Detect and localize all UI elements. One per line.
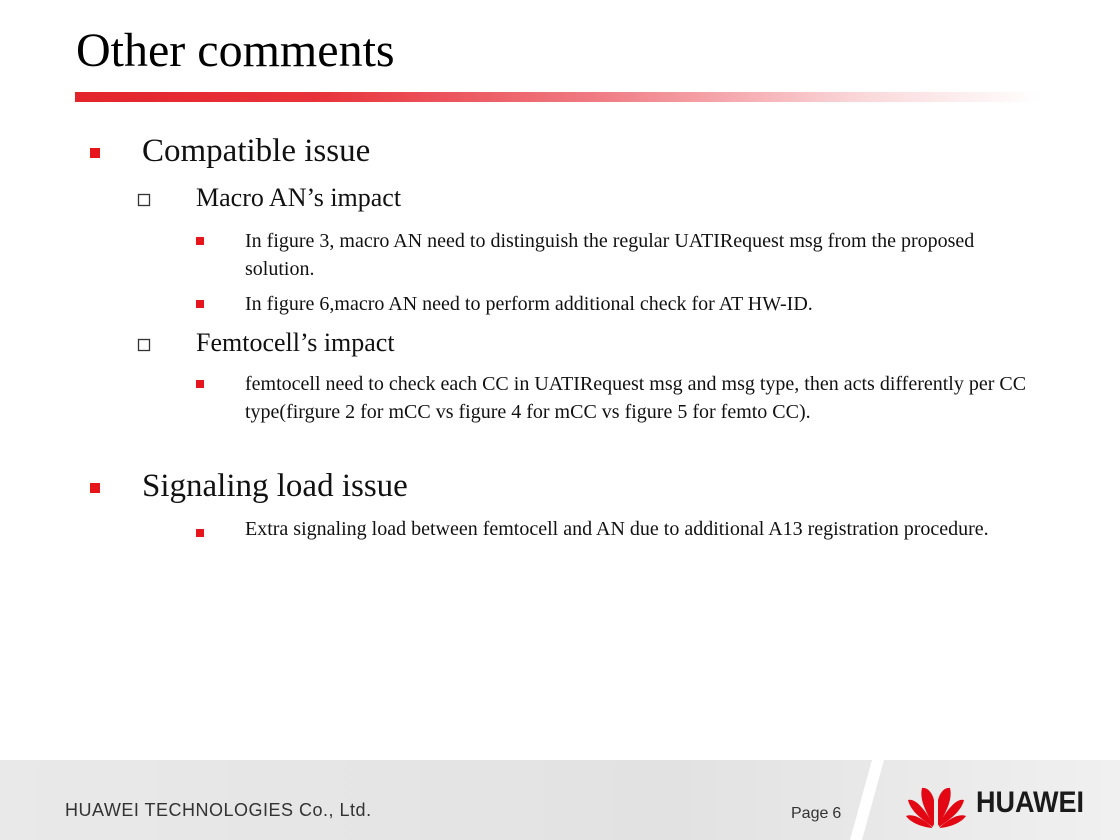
- square-bullet-icon: [196, 237, 204, 245]
- square-bullet-icon: [90, 148, 100, 158]
- point-macro-figure6: In figure 6,macro AN need to perform additional check for AT HW-ID.: [245, 293, 813, 315]
- slide-title: Other comments: [76, 24, 395, 77]
- point-macro-figure3: In figure 3, macro AN need to distinguish the regular UATIRequest msg from the proposed solution.: [245, 230, 975, 280]
- page-label: Page: [791, 805, 829, 822]
- subheading-femtocell-impact: Femtocell’s impact: [196, 328, 395, 357]
- square-bullet-icon: [90, 483, 100, 493]
- square-bullet-icon: [196, 300, 204, 308]
- square-bullet-icon: [196, 529, 204, 537]
- heading-signaling-load: Signaling load issue: [142, 468, 408, 504]
- hollow-square-bullet-icon: [137, 193, 151, 207]
- subheading-macro-impact: Macro AN’s impact: [196, 183, 402, 212]
- huawei-petal-logo-icon: [905, 778, 967, 828]
- footer-page-number: [791, 805, 841, 823]
- square-bullet-icon: [196, 380, 204, 388]
- footer-divider: [850, 760, 884, 840]
- footer-company-name: HUAWEI TECHNOLOGIES Co., Ltd.: [65, 800, 372, 820]
- point-femtocell-check: femtocell need to check each CC in UATIRequest msg and msg type, then acts differently per CC type(firgure 2 for mCC vs figure 4 for mCC vs figure 5 for femto CC).: [245, 373, 1027, 423]
- heading-compatible-issue: Compatible issue: [142, 133, 371, 169]
- huawei-logo: [905, 778, 1101, 828]
- hollow-square-bullet-icon: [137, 338, 151, 352]
- huawei-wordmark: HUAWEI: [976, 786, 1084, 819]
- title-underline: [75, 92, 1040, 102]
- page-number: 6: [832, 805, 842, 822]
- point-signaling-extra-load: Extra signaling load between femtocell and AN due to additional A13 registration procedure.: [245, 518, 989, 540]
